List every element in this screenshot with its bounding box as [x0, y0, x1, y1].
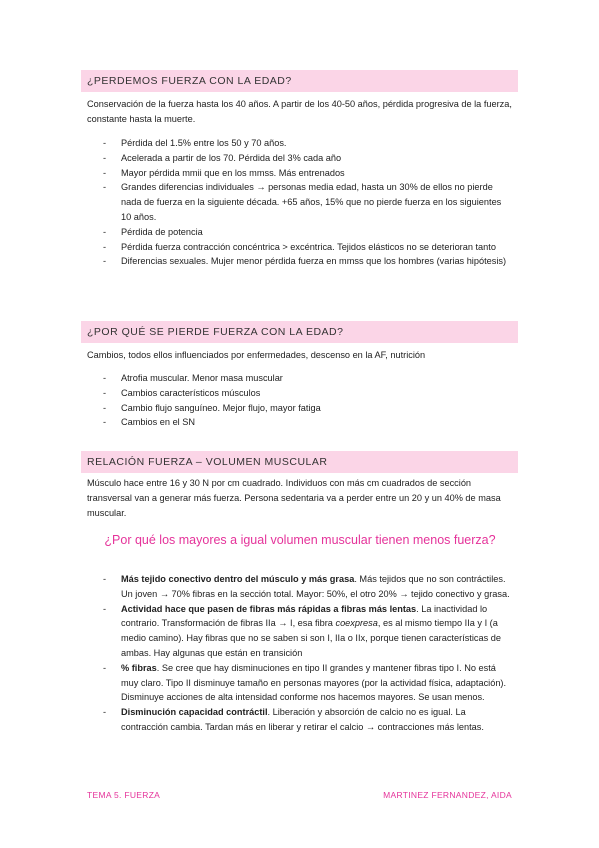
list-item: - Mayor pérdida mmii que en los mmss. Más entrenados [87, 166, 512, 181]
list-item: - Cambios en el SN [87, 415, 512, 430]
bullet-dash: - [103, 226, 107, 237]
bullet-dash: - [103, 373, 107, 383]
bullet-dash: - [103, 603, 107, 614]
section-intro: Músculo hace entre 16 y 30 N por cm cuadrado. Individuos con más cm cuadrados de sección transversal van a generar más fuerza. Persona sedentaria va a perder entre un 20 y un 40% de masa muscular. [87, 478, 501, 518]
bullet-dash: - [103, 241, 107, 252]
bullet-dash: - [103, 662, 107, 673]
footer-author: MARTINEZ FERNANDEZ, AIDA [383, 790, 512, 800]
list-item: - Pérdida fuerza contracción concéntrica > excéntrica. Tejidos elásticos no se deterioran tanto [87, 240, 512, 255]
bullet-dash: - [103, 707, 107, 718]
section-heading-perdemos-fuerza: ¿PERDEMOS FUERZA CON LA EDAD? [81, 70, 518, 92]
list-item: - Atrofia muscular. Menor masa muscular [87, 371, 512, 386]
bullet-dash: - [103, 152, 107, 163]
list-item: - Disminución capacidad contráctil. Liberación y absorción de calcio no es igual. La contracción cambia. Tardan más en liberar y retirar el calcio → contracciones más lentas. [103, 707, 484, 732]
section-intro: Cambios, todos ellos influenciados por enfermedades, descenso en la AF, nutrición [87, 350, 426, 360]
bullet-list [87, 572, 512, 735]
list-item: - Acelerada a partir de los 70. Pérdida del 3% cada año [87, 151, 512, 166]
footer-topic: TEMA 5. FUERZA [87, 790, 161, 800]
bullet-list [87, 371, 512, 430]
bullet-dash: - [103, 387, 107, 398]
list-item: - Pérdida del 1.5% entre los 50 y 70 años. [87, 136, 512, 151]
list-item: - Diferencias sexuales. Mujer menor pérdida fuerza en mmss que los hombres (varias hipótesis) [87, 254, 512, 269]
highlighted-question: ¿Por qué los mayores a igual volumen muscular tienen menos fuerza? [104, 533, 496, 547]
bullet-dash: - [103, 417, 107, 428]
section-heading-por-que-se-pierde: ¿POR QUÉ SE PIERDE FUERZA CON LA EDAD? [81, 321, 518, 343]
section-intro: Conservación de la fuerza hasta los 40 años. A partir de los 40-50 años, pérdida progresiva de la fuerza, constante hasta la muerte. [87, 99, 512, 124]
list-item: - Cambio flujo sanguíneo. Mejor flujo, mayor fatiga [87, 401, 512, 416]
bullet-dash: - [103, 402, 107, 413]
bullet-dash: - [103, 138, 107, 148]
list-item: - Más tejido conectivo dentro del músculo y más grasa. Más tejidos que no son contráctiles. Un joven → 70% fibras en la sección total. Mayor: 50%, el otro 20% → tejido conectivo y grasa. [103, 574, 510, 599]
list-item: - Cambios característicos músculos [87, 386, 512, 401]
list-item: - Actividad hace que pasen de fibras más rápidas a fibras más lentas. La inactividad lo contrario. Transformación de fibras IIa → I, esa fibra coexpresa, es al mismo tiempo IIa y I (a medio camino). Hay fibras que no se saben si son I, IIa o IIx, porque tienen características de ambas. Hay algunas que están en transición [103, 603, 501, 658]
list-item: - Pérdida de potencia [87, 225, 512, 240]
list-item: - Grandes diferencias individuales → personas media edad, hasta un 30% de ellos no pierde nada de fuerza en la siguiente década. +65 años, 15% que no pierde fuerza en los siguientes 10 años. [103, 182, 502, 222]
bullet-dash: - [103, 574, 107, 584]
bullet-dash: - [103, 167, 107, 178]
section-heading-relacion-fuerza-volumen: RELACIÓN FUERZA – VOLUMEN MUSCULAR [81, 451, 518, 473]
bullet-dash: - [103, 182, 107, 193]
list-item: - % fibras. Se cree que hay disminuciones en tipo II grandes y mantener fibras tipo I. No está muy claro. Tipo II disminuye tamaño en personas mayores (por la actividad física, adaptación). Disminuye acciones de alta intensidad conforme nos hacemos mayores. Se usan menos. [103, 662, 507, 703]
bullet-dash: - [103, 256, 107, 267]
bullet-list [87, 136, 512, 269]
